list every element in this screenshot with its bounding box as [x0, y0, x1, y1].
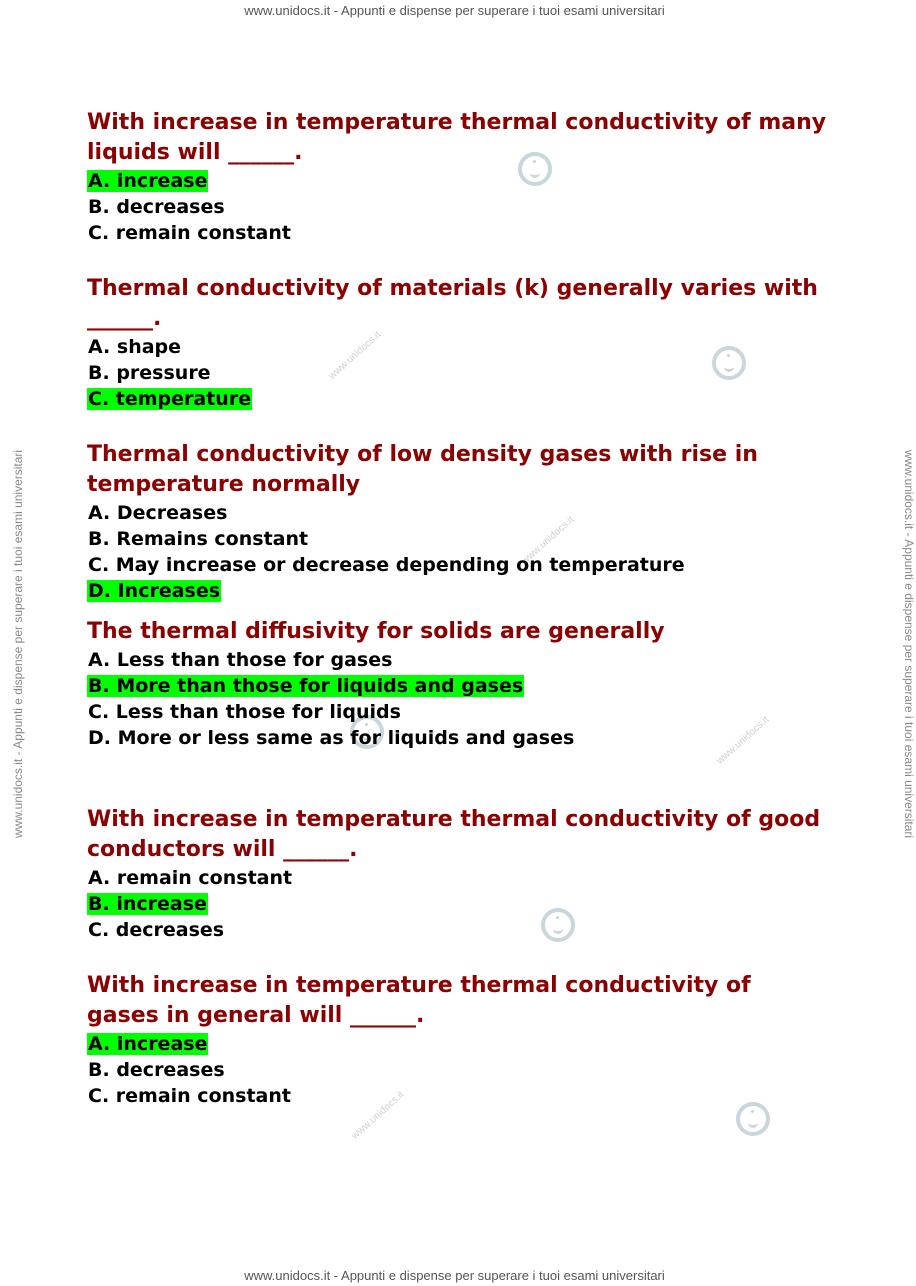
diagonal-watermark: www.unidocs.it — [326, 329, 384, 382]
answer-option: A. increase — [88, 170, 208, 192]
question-text: With increase in temperature thermal conductivity of gases in general will ______. — [87, 973, 751, 1028]
header-watermark: www.unidocs.it - Appunti e dispense per superare i tuoi esami universitari — [244, 3, 665, 18]
answer-option: D. Increases — [88, 580, 221, 602]
answer-option: B. More than those for liquids and gases — [88, 675, 524, 697]
answer-option: A. increase — [88, 1033, 208, 1055]
question-text: The thermal diffusivity for solids are generally — [87, 619, 665, 644]
answer-option: C. decreases — [88, 919, 225, 941]
answer-option: B. decreases — [88, 1059, 225, 1081]
question-text: With increase in temperature thermal conductivity of many liquids will ______. — [87, 110, 827, 165]
answer-option: A. shape — [88, 336, 182, 358]
side-watermark-right: www.unidocs.it - Appunti e dispense per superare i tuoi esami universitari — [902, 449, 916, 839]
side-watermark-left: www.unidocs.it - Appunti e dispense per superare i tuoi esami universitari — [11, 449, 26, 839]
answer-option: C. remain constant — [88, 1085, 291, 1107]
answer-option: C. Less than those for liquids — [88, 701, 401, 723]
answer-option: C. temperature — [88, 388, 252, 410]
diagonal-watermark: www.unidocs.it — [714, 714, 772, 767]
answer-option: C. May increase or decrease depending on temperature — [88, 554, 685, 576]
answer-option: A. remain constant — [88, 867, 293, 889]
question-block — [87, 108, 827, 246]
answer-option: B. Remains constant — [88, 528, 309, 550]
question-block — [87, 274, 827, 412]
answer-option: D. More or less same as for liquids and gases — [88, 727, 575, 749]
footer-watermark: www.unidocs.it - Appunti e dispense per superare i tuoi esami universitari — [244, 1268, 665, 1283]
question-block — [87, 440, 827, 604]
answer-option: B. pressure — [88, 362, 211, 384]
answer-option: B. decreases — [88, 196, 225, 218]
answer-option: A. Decreases — [88, 502, 228, 524]
question-block — [87, 617, 827, 751]
answer-option: A. Less than those for gases — [88, 649, 393, 671]
question-text: Thermal conductivity of materials (k) generally varies with ______. — [87, 276, 818, 331]
question-block — [87, 805, 827, 943]
question-block — [87, 971, 827, 1109]
question-text: Thermal conductivity of low density gases with rise in temperature normally — [87, 442, 758, 497]
question-text: With increase in temperature thermal conductivity of good conductors will ______. — [87, 807, 821, 862]
diagonal-watermark: www.unidocs.it — [519, 514, 577, 567]
answer-option: B. increase — [88, 893, 207, 915]
answer-option: C. remain constant — [88, 222, 291, 244]
diagonal-watermark: www.unidocs.it — [349, 1089, 407, 1142]
